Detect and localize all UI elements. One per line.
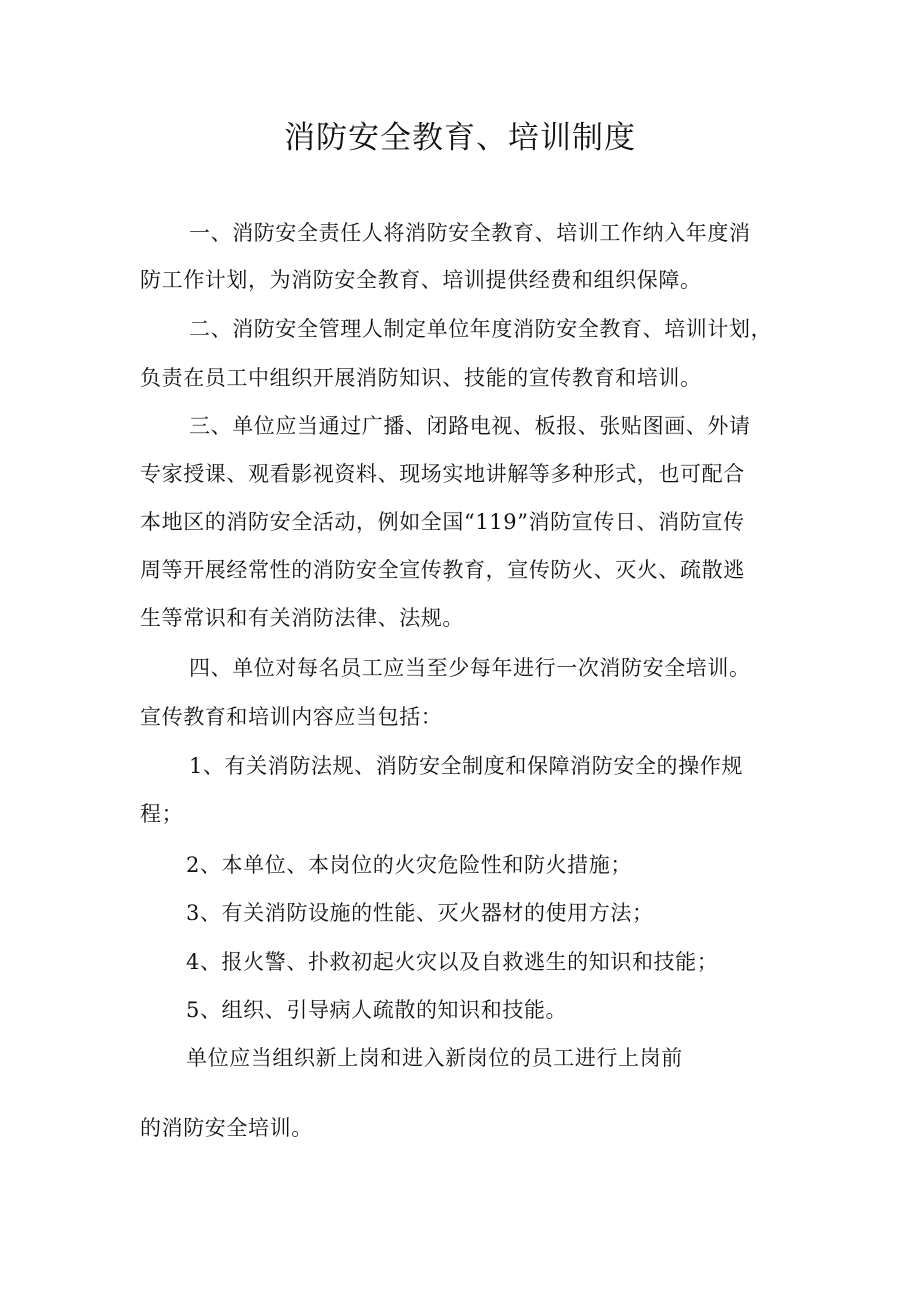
paragraph-3-line-5: 生等常识和有关消防法律、法规。 (140, 606, 464, 630)
list-item-3: 3、有关消防设施的性能、灭火器材的使用方法； (186, 901, 654, 925)
paragraph-4-line-1: 四、单位对每名员工应当至少每年进行一次消防安全培训。 (189, 656, 751, 680)
paragraph-1-line-2: 防工作计划，为消防安全教育、培训提供经费和组织保障。 (140, 268, 702, 292)
paragraph-5-line-1: 单位应当组织新上岗和进入新岗位的员工进行上岗前 (186, 1046, 683, 1070)
list-item-1-line-1: 1、有关消防法规、消防安全制度和保障消防安全的操作规 (189, 754, 743, 778)
paragraph-5-line-2: 的消防安全培训。 (140, 1116, 313, 1140)
paragraph-2-line-1: 二、消防安全管理人制定单位年度消防安全教育、培训计划， (189, 317, 773, 341)
list-item-1-line-2: 程； (140, 802, 184, 826)
document-title: 消防安全教育、培训制度 (284, 120, 636, 156)
paragraph-3-line-3: 本地区的消防安全活动，例如全国“119”消防宣传日、消防宣传 (140, 510, 745, 534)
paragraph-1-line-1: 一、消防安全责任人将消防安全教育、培训工作纳入年度消 (189, 221, 751, 245)
list-item-5: 5、组织、引导病人疏散的知识和技能。 (186, 998, 568, 1022)
paragraph-4-line-2: 宣传教育和培训内容应当包括： (140, 705, 443, 729)
list-item-4: 4、报火警、扑救初起火灾以及自救逃生的知识和技能； (186, 950, 719, 974)
paragraph-3-line-4: 周等开展经常性的消防安全宣传教育，宣传防火、灭火、疏散逃 (140, 558, 745, 582)
list-item-2: 2、本单位、本岗位的火灾危险性和防火措施； (186, 853, 632, 877)
paragraph-3-line-2: 专家授课、观看影视资料、现场实地讲解等多种形式，也可配合 (140, 462, 745, 486)
paragraph-3-line-1: 三、单位应当通过广播、闭路电视、板报、张贴图画、外请 (189, 414, 751, 438)
paragraph-2-line-2: 负责在员工中组织开展消防知识、技能的宣传教育和培训。 (140, 366, 702, 390)
